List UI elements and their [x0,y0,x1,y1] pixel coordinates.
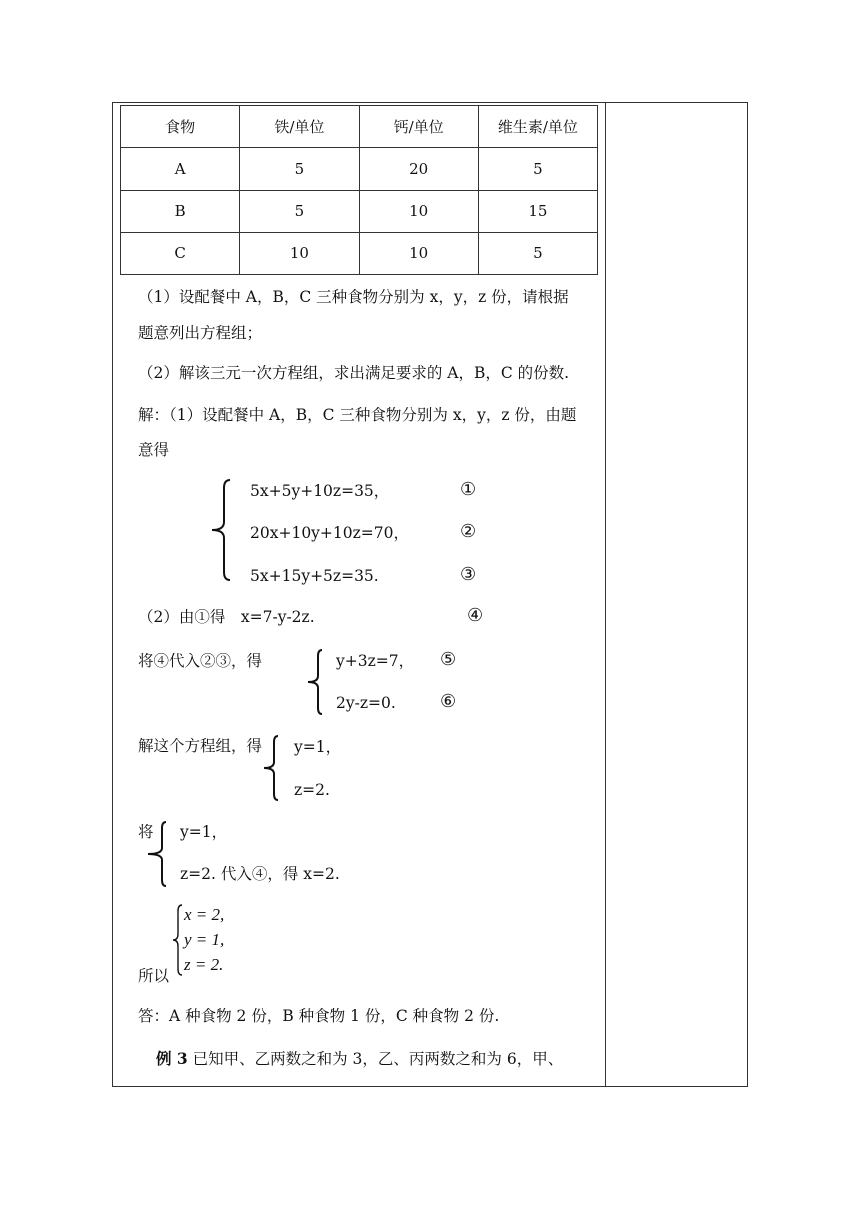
table-row [121,232,598,274]
system-1-equation-2: 20x+10y+10z=70， [250,524,410,542]
example-3-text: 已知甲、乙两数之和为 3，乙、丙两数之和为 6，甲、 [187,1050,564,1068]
table-cell: A [121,148,240,190]
question-1-line-2: 题意列出方程组； [138,324,263,342]
table-cell: 10 [359,190,478,232]
system-3-brace [260,734,282,802]
system-4-equation-1: y=1， [180,823,228,841]
solution-intro-line-2: 意得 [138,441,170,459]
table-header-cell: 食物 [121,106,240,148]
table-header-cell: 铁/单位 [240,106,359,148]
final-equation-x: x = 2, [184,905,225,924]
table-header-row [121,106,598,148]
equation-mark-3: ③ [460,564,477,585]
example-3-label: 例 3 [156,1049,188,1068]
table-cell: C [121,232,240,274]
solve-text: 解这个方程组，得 [138,737,263,755]
system-4-brace [146,820,170,888]
system-3-equation-1: y=1， [294,738,342,756]
table-cell: 15 [478,190,597,232]
outer-table-bottom-border [112,1086,748,1087]
suoyi-text: 所以 [138,967,170,985]
food-nutrient-table [120,105,598,275]
system-2-equation-1: y+3z=7， [336,652,415,670]
equation-mark-4: ④ [467,605,484,626]
question-2: （2）解该三元一次方程组，求出满足要求的 A，B，C 的份数. [138,364,570,382]
table-header-cell: 钙/单位 [359,106,478,148]
equation-mark-2: ② [460,521,477,542]
answer-text: 答：A 种食物 2 份，B 种食物 1 份，C 种食物 2 份. [138,1007,500,1025]
final-brace [170,903,184,977]
table-cell: 5 [240,148,359,190]
outer-table-left-border [112,102,113,1087]
table-cell: 20 [359,148,478,190]
system-4-equation-2: z=2. 代入④，得 x=2. [180,865,340,883]
solution-intro-line-1: 解：（1）设配餐中 A，B，C 三种食物分别为 x，y，z 份，由题 [138,406,577,424]
outer-table-right-border [747,102,748,1087]
table-row [121,148,598,190]
equation-mark-1: ① [460,479,477,500]
equation-mark-5: ⑤ [440,649,457,670]
table-header-cell: 维生素/单位 [478,106,597,148]
table-cell: 5 [478,148,597,190]
system-1-brace [208,478,234,582]
table-cell: 10 [240,232,359,274]
final-equation-y: y = 1, [184,930,225,949]
substitute-text: 将④代入②③，得 [138,652,263,670]
equation-mark-6: ⑥ [440,691,457,712]
system-2-equation-2: 2y-z=0. [336,694,396,712]
system-1-equation-1: 5x+5y+10z=35， [250,482,390,500]
jiang-text: 将 [138,823,154,841]
table-cell: 10 [359,232,478,274]
step-2-text: （2）由①得 x=7-y-2z. [138,608,315,626]
system-1-equation-3: 5x+15y+5z=35. [250,567,379,585]
table-cell: 5 [478,232,597,274]
system-3-equation-2: z=2. [294,781,330,799]
example-3 [156,1049,563,1069]
table-row [121,190,598,232]
outer-table-top-border [112,102,748,103]
system-2-brace [304,648,326,716]
table-cell: 5 [240,190,359,232]
question-1-line-1: （1）设配餐中 A，B，C 三种食物分别为 x，y，z 份，请根据 [138,288,569,306]
outer-table-column-divider [605,102,606,1087]
table-cell: B [121,190,240,232]
final-equation-z: z = 2. [184,955,224,974]
